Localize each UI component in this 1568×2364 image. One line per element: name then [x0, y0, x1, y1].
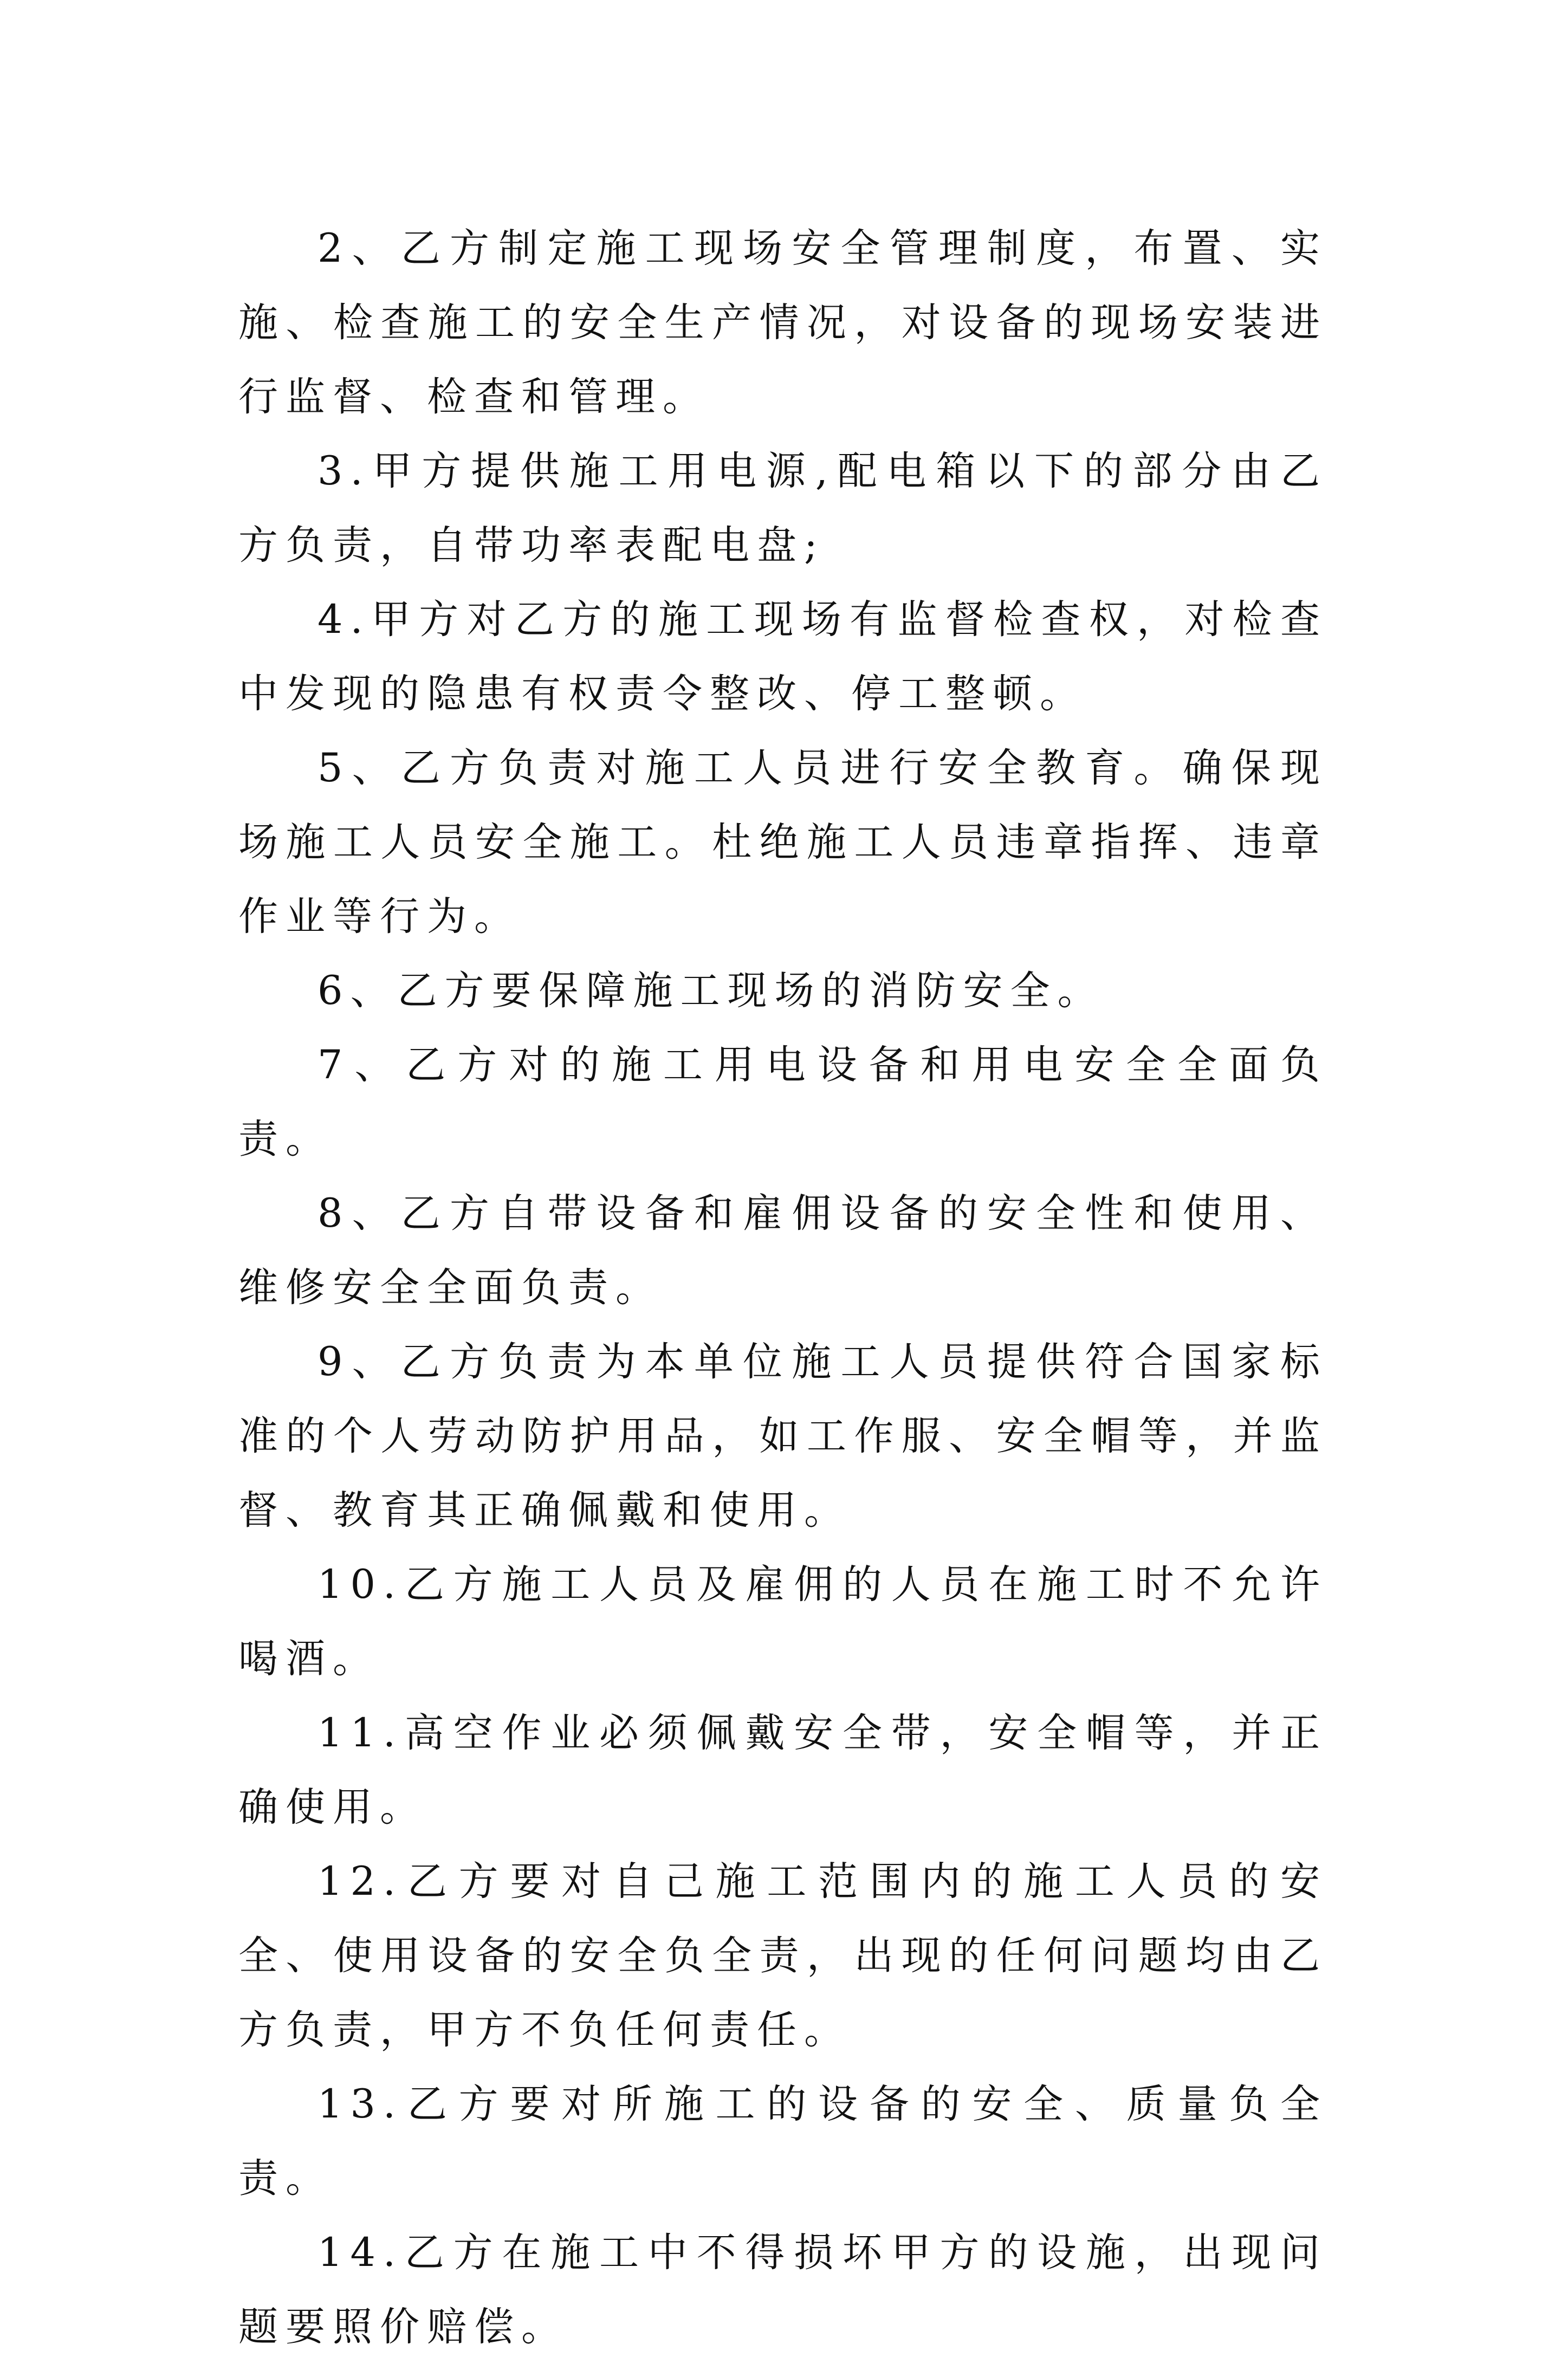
paragraph-6: 6、乙方要保障施工现场的消防安全。 [318, 968, 1105, 1014]
paragraph-12: 12.乙方要对自己施工范围内的施工人员的安全、使用设备的安全负全责，出现的任何问题均由乙方负责，甲方不负任何责任。 [238, 1858, 1327, 2053]
paragraph-3: 3.甲方提供施工用电源,配电箱以下的部分由乙方负责，自带功率表配电盘; [238, 448, 1327, 568]
paragraph-9: 9、乙方负责为本单位施工人员提供符合国家标准的个人劳动防护用品，如工作服、安全帽等，并监督、教育其正确佩戴和使用。 [238, 1339, 1327, 1533]
paragraph-2: 2、乙方制定施工现场安全管理制度，布置、实施、检查施工的安全生产情况，对设备的现场安装进行监督、检查和管理。 [238, 225, 1327, 420]
document-body [238, 211, 1327, 2364]
paragraph-5: 5、乙方负责对施工人员进行安全教育。确保现场施工人员安全施工。杜绝施工人员违章指挥、违章作业等行为。 [238, 745, 1327, 940]
paragraph-10: 10.乙方施工人员及雇佣的人员在施工时不允许喝酒。 [238, 1562, 1327, 1682]
paragraph-11: 11.高空作业必须佩戴安全带，安全帽等，并正确使用。 [238, 1710, 1327, 1830]
paragraph-13: 13.乙方要对所施工的设备的安全、质量负全责。 [238, 2081, 1327, 2201]
paragraph-14: 14.乙方在施工中不得损坏甲方的设施，出现问题要照价赔偿。 [238, 2230, 1327, 2350]
paragraph-4: 4.甲方对乙方的施工现场有监督检查权，对检查中发现的隐患有权责令整改、停工整顿。 [238, 597, 1327, 717]
paragraph-8: 8、乙方自带设备和雇佣设备的安全性和使用、维修安全全面负责。 [238, 1190, 1327, 1311]
paragraph-7: 7、乙方对的施工用电设备和用电安全全面负责。 [238, 1042, 1327, 1162]
